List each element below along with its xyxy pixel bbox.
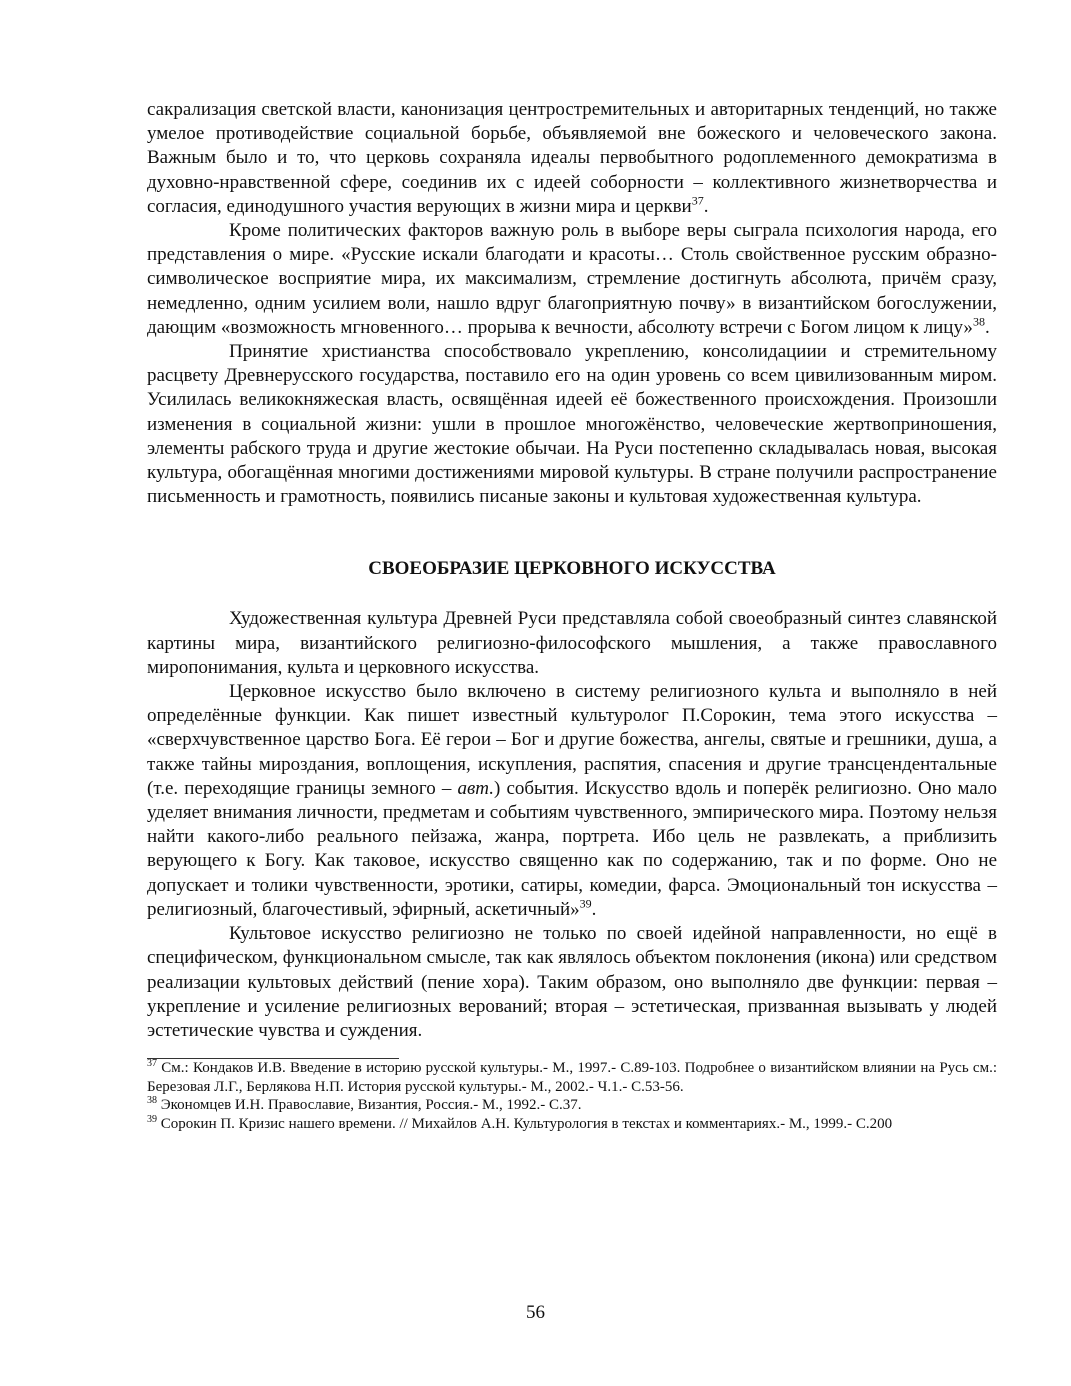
- footnote-reference: 38: [972, 314, 985, 329]
- footnote-number: 39: [147, 1113, 157, 1125]
- footnote-text: См.: Кондаков И.В. Введение в историю русской культуры.- М., 1997.- С.89-103. Подробнее о византийском влиянии на Русь см.: Березовая Л.Г., Берлякова Н.П. История русской культуры.- М., 2002.- Ч.1.- С.53-56.: [147, 1060, 997, 1095]
- page-body: [147, 98, 997, 1133]
- body-bottom: [147, 607, 997, 1043]
- body-top: [147, 98, 997, 509]
- paragraph: [147, 98, 997, 219]
- footnote-text: Экономцев И.Н. Православие, Византия, Россия.- М., 1992.- С.37.: [157, 1097, 582, 1114]
- paragraph-text: .: [984, 316, 990, 338]
- footnote-text: Сорокин П. Кризис нашего времени. // Михайлов А.Н. Культурология в текстах и комментариях.- М., 1999.- С.200: [157, 1115, 893, 1132]
- paragraph-text: .: [703, 195, 709, 217]
- paragraph-text: Художественная культура Древней Руси представляла собой своеобразный синтез славянской картины мира, византийского религиозно-философского мышления, а также православного миропонимания, культа и церковного искусства.: [147, 608, 997, 678]
- footnote: [147, 1115, 997, 1134]
- footnote-reference: 39: [579, 896, 592, 911]
- footnote: [147, 1059, 997, 1096]
- paragraph-text: Принятие христианства способствовало укреплению, консолидациии и стремительному расцвету Древнерусского государства, поставило его на один уровень со всем цивилизованным миром. Усилилась великокняжеская власть, освящённая идеей её божественного происхождения. Произошли изменения в социальной жизни: ушли в прошлое многожёнство, человеческие жертвоприношения, элементы рабского труда и другие жестокие обычаи. На Руси постепенно складывалась новая, высокая культура, обогащённая многими достижениями мировой культуры. В стране получили распространение письменность и грамотность, появились писаные законы и культовая художественная культура.: [147, 341, 997, 508]
- paragraph: [147, 607, 997, 680]
- footnote-number: 37: [147, 1058, 157, 1070]
- paragraph-text: Кроме политических факторов важную роль в выборе веры сыграла психология народа, его представления о мире. «Русские искали благодати и красоты… Столь свойственное русским образно-символическое восприятие мира, их максимализм, стремление достигнуть абсолюта, причём сразу, немедленно, одним усилием воли, нашло вдруг благоприятную почву» в византийском богослужении, дающим «возможность мгновенного… прорыва к вечности, абсолюту встречи с Богом лицом к лицу»: [147, 220, 997, 338]
- footnotes: [147, 1059, 997, 1133]
- paragraph-text: Церковное искусство было включено в систему религиозного культа и выполняло в ней определённые функции. Как пишет известный культуролог П.Сорокин, тема этого искусства – «сверхчувственное царство Бога. Её герои – Бог и другие божества, ангелы, святые и грешники, душа, а также тайны мироздания, воплощения, искупления, распятия, спасения и другие трансцендентальные (т.е. переходящие границы земного –: [147, 681, 997, 799]
- paragraph: [147, 340, 997, 509]
- paragraph-text: сакрализация светской власти, канонизация центростремительных и авторитарных тенденций, но также умелое противодействие социальной борьбе, объявляемой вне божеского и человеческого закона. Важным было и то, что церковь сохраняла идеалы первобытного родоплеменного демократизма в духовно-нравственной сфере, соединив их с идеей соборности – коллективного жизнетворчества и согласия, единодушного участия верующих в жизни мира и церкви: [147, 99, 997, 217]
- paragraph: [147, 219, 997, 340]
- emphasis-text: авт.: [457, 777, 494, 799]
- paragraph-text: ) события. Искусство вдоль и поперёк религиозно. Оно мало уделяет внимания личности, предметам и событиям чувственного, эмпирического мира. Поэтому нельзя найти какого-либо реального пейзажа, жанра, портрета. Ибо цель не развлекать, а приблизить верующего к Богу. Как таковое, искусство священно как по содержанию, так и по форме. Оно не допускает и толики чувственности, эротики, сатиры, комедии, фарса. Эмоциональный тон искусства – религиозный, благочестивый, эфирный, аскетичный»: [147, 777, 997, 920]
- footnote-number: 38: [147, 1095, 157, 1107]
- page-number: 56: [526, 1302, 545, 1323]
- paragraph: [147, 922, 997, 1043]
- paragraph-text: .: [591, 898, 597, 920]
- paragraph: [147, 680, 997, 922]
- section-heading: СВОЕОБРАЗИЕ ЦЕРКОВНОГО ИСКУССТВА: [368, 558, 776, 580]
- footnote-reference: 37: [691, 193, 704, 208]
- paragraph-text: Культовое искусство религиозно не только по своей идейной направленности, но ещё в специфическом, функциональном смысле, так как являлось объектом поклонения (икона) или средством реализации культовых действий (пение хора). Таким образом, оно выполняло две функции: первая – укрепление и усиление религиозных верований; вторая – эстетическая, призванная вызывать у людей эстетические чувства и суждения.: [147, 923, 997, 1041]
- footnote: [147, 1096, 997, 1115]
